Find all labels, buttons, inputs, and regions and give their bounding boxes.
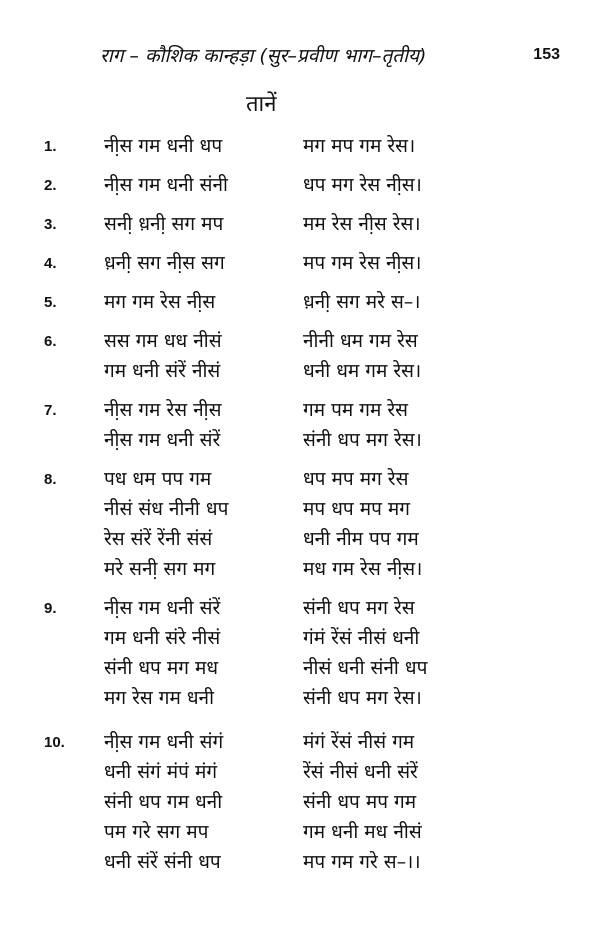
taan-phrase-left: धनी संगं मंपं मंगं: [104, 761, 218, 783]
taan-phrase-left: नी़स गम धनी संनी: [104, 174, 228, 196]
taan-phrase-right: मंगं रेंसं नीसं गम: [303, 731, 415, 753]
taan-line: [0, 495, 600, 525]
taan-phrase-right: ध़नी़ सग मरे स–।: [303, 291, 421, 313]
taan-line: [0, 624, 600, 654]
taan-number: 3.: [44, 216, 57, 233]
taan-entry: [0, 728, 600, 878]
taan-number: 5.: [44, 294, 57, 311]
taan-entry: [0, 465, 600, 585]
taan-phrase-right: नीसं धनी संनी धप: [303, 657, 428, 679]
taan-line: [0, 132, 600, 162]
taan-line: [0, 357, 600, 387]
taan-line: [0, 654, 600, 684]
taan-phrase-left: नी़स गम धनी संरें: [104, 597, 221, 619]
taan-phrase-left: नी़स गम धनी धप: [104, 135, 223, 157]
taan-phrase-right: धनी धम गम रेस।: [303, 360, 422, 382]
taan-phrase-right: गम धनी मध नीसं: [303, 821, 422, 843]
taan-entry: [0, 288, 600, 318]
taan-line: [0, 465, 600, 495]
taan-number: 2.: [44, 177, 57, 194]
taan-phrase-left: नी़स गम रेस नी़स: [104, 399, 222, 421]
taan-line: [0, 171, 600, 201]
taan-phrase-left: गम धनी संरे नीसं: [104, 627, 221, 649]
page-header: [100, 42, 560, 76]
taan-phrase-left: मरे सनी़ सग मग: [104, 558, 216, 580]
taan-list: [0, 132, 600, 887]
taan-line: [0, 594, 600, 624]
taan-entry: [0, 210, 600, 240]
taan-line: [0, 396, 600, 426]
taan-line: [0, 288, 600, 318]
taan-entry: [0, 132, 600, 162]
taan-phrase-left: पध धम पप गम: [104, 468, 212, 490]
taan-line: [0, 327, 600, 357]
taan-number: 10.: [44, 734, 65, 751]
taan-phrase-right: मप धप मप मग: [303, 498, 410, 520]
taan-phrase-left: नी़स गम धनी संगं: [104, 731, 224, 753]
taan-number: 9.: [44, 600, 57, 617]
taan-phrase-right: मम रेस नी़स रेस।: [303, 213, 421, 235]
taan-entry: [0, 594, 600, 714]
taan-phrase-left: नी़स गम धनी संरें: [104, 429, 221, 451]
taan-line: [0, 555, 600, 585]
taan-phrase-right: संनी धप मग रेस।: [303, 687, 422, 709]
taan-entry: [0, 249, 600, 279]
taan-line: [0, 684, 600, 714]
taan-phrase-left: सस गम धध नीसं: [104, 330, 222, 352]
taan-phrase-left: नीसं संध नीनी धप: [104, 498, 229, 520]
taan-line: [0, 758, 600, 788]
taan-phrase-left: रेस संरें रेंनी संसं: [104, 528, 213, 550]
taan-phrase-right: मप गम रेस नी़स।: [303, 252, 422, 274]
taan-number: 7.: [44, 402, 57, 419]
taan-phrase-right: धनी नीम पप गम: [303, 528, 419, 550]
taan-phrase-right: मग मप गम रेस।: [303, 135, 416, 157]
taan-line: [0, 728, 600, 758]
taan-phrase-right: गंमं रेंसं नीसं धनी: [303, 627, 420, 649]
taan-line: [0, 818, 600, 848]
taan-phrase-right: संनी धप मग रेस।: [303, 429, 422, 451]
taan-number: 8.: [44, 471, 57, 488]
taan-phrase-left: पम गरे सग मप: [104, 821, 209, 843]
taan-phrase-right: गम पम गम रेस: [303, 399, 409, 421]
taan-number: 1.: [44, 138, 57, 155]
taan-line: [0, 848, 600, 878]
taan-line: [0, 249, 600, 279]
taan-number: 6.: [44, 333, 57, 350]
header-title: राग – कौशिक कान्हड़ा (सुर–प्रवीण भाग–तृतीय): [100, 45, 427, 67]
taan-line: [0, 525, 600, 555]
taan-phrase-right: संनी धप मग रेस: [303, 597, 415, 619]
taan-phrase-left: गम धनी संरें नीसं: [104, 360, 221, 382]
taan-phrase-left: मग गम रेस नी़स: [104, 291, 216, 313]
taan-phrase-right: मप गम गरे स–।।: [303, 851, 421, 873]
taan-line: [0, 788, 600, 818]
taan-phrase-right: संनी धप मप गम: [303, 791, 417, 813]
section-heading: तानें: [246, 92, 277, 117]
taan-number: 4.: [44, 255, 57, 272]
taan-phrase-right: नीनी धम गम रेस: [303, 330, 418, 352]
taan-line: [0, 426, 600, 456]
taan-phrase-left: संनी धप मग मध: [104, 657, 219, 679]
taan-phrase-left: धनी संरें संनी धप: [104, 851, 221, 873]
taan-phrase-left: ध़नी़ सग नी़स सग: [104, 252, 225, 274]
taan-phrase-right: धप मप मग रेस: [303, 468, 409, 490]
taan-entry: [0, 396, 600, 456]
taan-phrase-right: धप मग रेस नी़स।: [303, 174, 422, 196]
taan-entry: [0, 171, 600, 201]
taan-phrase-left: मग रेस गम धनी: [104, 687, 215, 709]
taan-line: [0, 210, 600, 240]
taan-phrase-right: मध गम रेस नी़स।: [303, 558, 423, 580]
taan-phrase-right: रेंसं नीसं धनी संरें: [303, 761, 418, 783]
taan-entry: [0, 327, 600, 387]
taan-phrase-left: सनी़ ध़नी़ सग मप: [104, 213, 224, 235]
page-number: 153: [533, 46, 560, 63]
taan-phrase-left: संनी धप गम धनी: [104, 791, 223, 813]
